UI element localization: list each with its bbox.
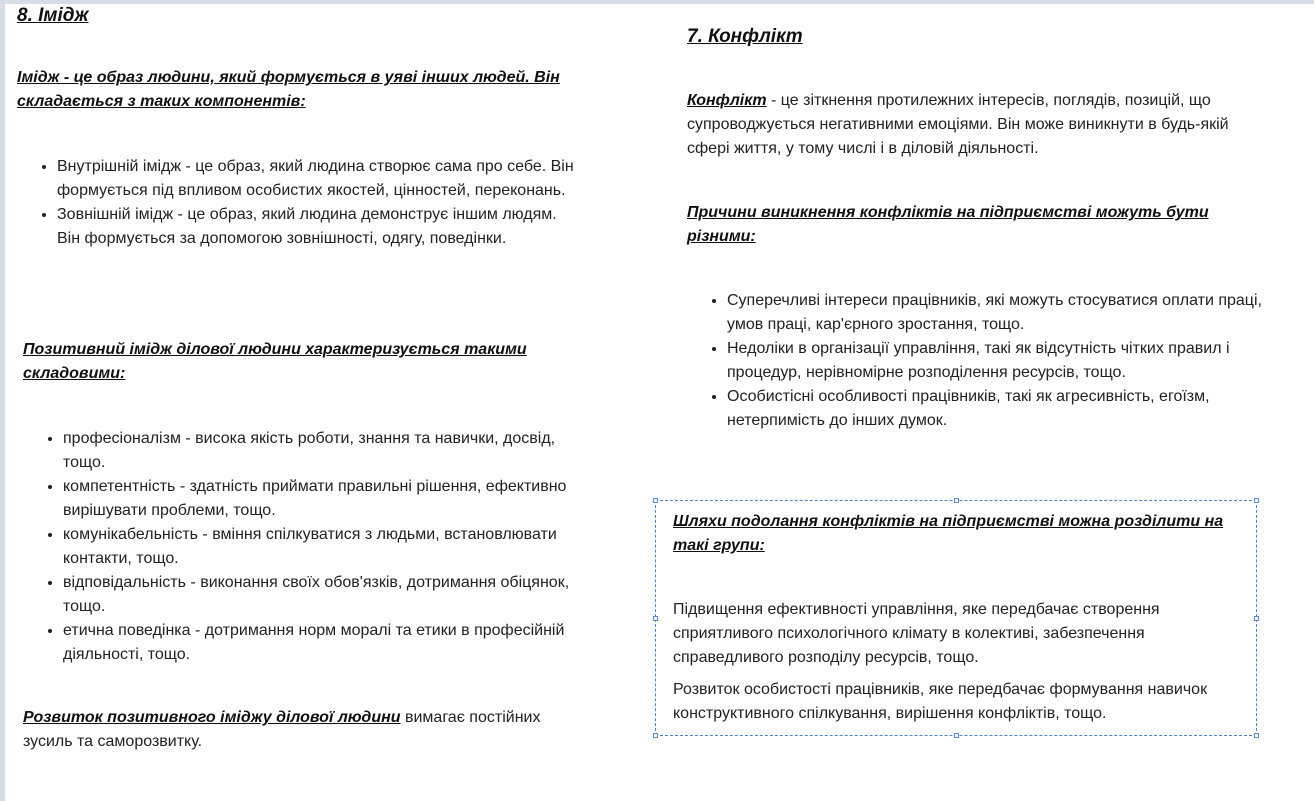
resize-handle-top-right[interactable] (1254, 498, 1259, 503)
list-item[interactable]: • Суперечливі інтереси працівників, які можуть стосуватися оплати праці, умов праці, кар'єрного зростання, тощо. (727, 289, 1267, 337)
conflict-section-heading-block (687, 25, 1247, 49)
conflict-term: Конфлікт (687, 92, 767, 109)
conflict-causes-heading-block (687, 201, 1232, 249)
development-paragraph[interactable] (23, 706, 583, 754)
image-heading[interactable]: 8. Імідж (17, 5, 89, 26)
list-item[interactable]: • відповідальність - виконання своїх обов'язків, дотримання обіцянок, тощо. (63, 571, 573, 619)
resize-handle-bottom-left[interactable] (653, 733, 658, 738)
positive-qualities-list (23, 427, 573, 667)
resize-handle-bottom-right[interactable] (1254, 733, 1259, 738)
positive-image-heading-block (23, 338, 558, 386)
window-left-border (0, 0, 5, 801)
conflict-definition-rest: - це зіткнення протилежних інтересів, поглядів, позицій, що супроводжується негативними емоціями. Він може виникнути в будь-якій сфері життя, у тому числі і в діловій діяльності. (687, 92, 1229, 157)
ways-paragraph-1[interactable]: Підвищення ефективності управління, яке передбачає створення сприятливого психологічного клімату в колективі, забезпечення справедливого розподілу ресурсів, тощо. (673, 601, 1160, 666)
image-intro-block (17, 66, 597, 114)
list-item[interactable]: • етична поведінка - дотримання норм моралі та етики в професійній діяльності, тощо. (63, 619, 573, 667)
conflict-definition-block (687, 89, 1252, 161)
ways-paragraph-2[interactable]: Розвиток особистості працівників, яке передбачає формування навичок конструктивного спілкування, вирішення конфліктів, тощо. (673, 681, 1208, 722)
development-bold-phrase: Розвиток позитивного іміджу ділової людини (23, 709, 401, 726)
resize-handle-bottom[interactable] (954, 733, 959, 738)
development-paragraph-block (23, 706, 583, 754)
list-item[interactable]: • професіоналізм - висока якість роботи, знання та навички, досвід, тощо. (63, 427, 573, 475)
list-item[interactable]: • Недоліки в організації управління, такі як відсутність чітких правил і процедур, нерівномірне розподілення ресурсів, тощо. (727, 337, 1267, 385)
resize-handle-right[interactable] (1254, 616, 1259, 621)
list-item[interactable]: • Зовнішній імідж - це образ, який людина демонструє іншим людям. Він формується за допомогою зовнішності, одягу, поведінки. (57, 203, 577, 251)
image-components-list (17, 155, 577, 251)
resize-handle-left[interactable] (653, 616, 658, 621)
list-item[interactable]: • компетентність - здатність приймати правильні рішення, ефективно вирішувати проблеми, тощо. (63, 475, 573, 523)
resize-handle-top-left[interactable] (653, 498, 658, 503)
conflict-definition[interactable] (687, 89, 1252, 161)
list-item[interactable]: • комунікабельність - вміння спілкуватися з людьми, встановлювати контакти, тощо. (63, 523, 573, 571)
conflict-heading[interactable]: 7. Конфлікт (687, 26, 803, 47)
image-section-heading-block (17, 4, 597, 28)
development-rest: вимагає постійних зусиль та саморозвитку. (23, 709, 541, 750)
resize-handle-top[interactable] (954, 498, 959, 503)
ways-heading-block (673, 510, 1248, 558)
selected-text-box[interactable] (655, 500, 1257, 736)
conflict-causes-heading[interactable]: Причини виникнення конфліктів на підприємстві можуть бути різними: (687, 204, 1209, 245)
ways-heading[interactable]: Шляхи подолання конфліктів на підприємстві можна розділити на такі групи: (673, 513, 1224, 554)
list-item[interactable]: • Особистісні особливості працівників, такі як агресивність, егоїзм, нетерпимість до інших думок. (727, 385, 1267, 433)
ways-paragraph-1-block (673, 598, 1248, 670)
list-item[interactable]: • Внутрішній імідж - це образ, який людина створює сама про себе. Він формується під впливом особистих якостей, цінностей, переконань. (57, 155, 577, 203)
ways-paragraph-2-block (673, 678, 1248, 726)
conflict-causes-list (687, 289, 1267, 433)
positive-image-heading[interactable]: Позитивний імідж ділової людини характеризується такими складовими: (23, 341, 527, 382)
image-intro[interactable]: Імідж - це образ людини, який формується в уяві інших людей. Він складається з таких компонентів: (17, 69, 560, 110)
